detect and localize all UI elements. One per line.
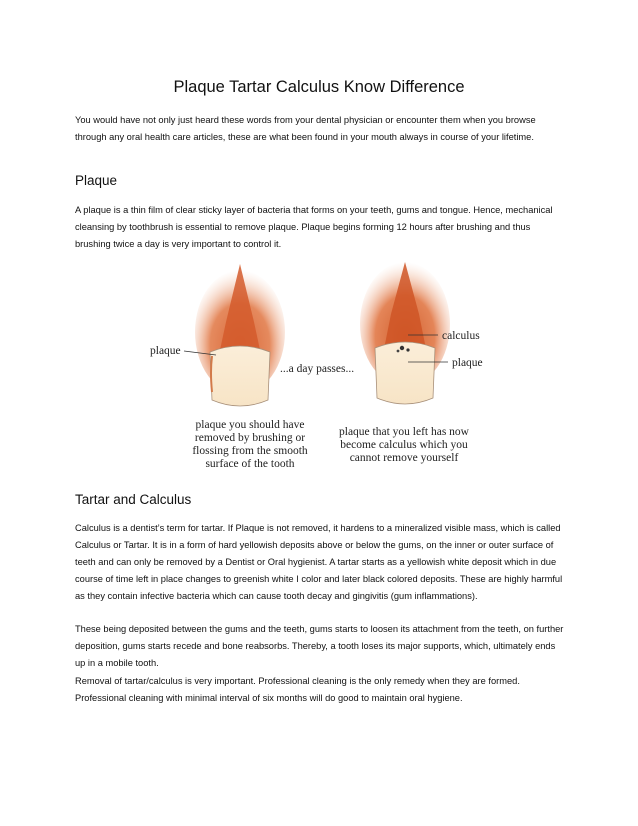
right-caption-line: cannot remove yourself: [349, 452, 459, 464]
right-caption-line: become calculus which you: [340, 439, 468, 451]
tooth-diagram: [140, 262, 500, 474]
tartar-paragraph-2: These being deposited between the gums and the teeth, gums starts to loosen its attachment from the teeth, on further deposition, gums starts recede and bone reabsorbs. Thereby, a tooth loses its major supports, which, ultimately ends up in a mobile tooth.: [75, 624, 564, 668]
plaque-paragraph: A plaque is a thin film of clear sticky layer of bacteria that forms on your teeth, gums and tongue. Hence, mechanical cleansing by toothbrush is essential to remove plaque. Plaque begins forming 12 hours after brushing and thus brushing twice a day is very important to control it.: [75, 205, 553, 249]
left-crown: [210, 346, 270, 406]
calculus-label: calculus: [442, 330, 480, 342]
tartar-paragraph-3: Removal of tartar/calculus is very important. Professional cleaning is the only remedy when they are formed. Professional cleaning with minimal interval of six months will do good to maintain oral hygiene.: [75, 676, 520, 703]
left-plaque-label: plaque: [150, 345, 181, 357]
left-tooth: [195, 264, 285, 406]
tartar-paragraph-1: Calculus is a dentist’s term for tartar. If Plaque is not removed, it hardens to a mineralized visible mass, which is called Calculus or Tartar. It is in a form of hard yellowish deposits above or below the gums, on the inner or outer surface of teeth and can only be removed by a Dentist or Oral hygienist. A tartar starts as a yellowish white deposit which in due course of time left in place changes to greenish white I color and later black colored deposits. These are highly harmful as they contain infective bacteria which can cause tooth decay and gingivitis (gum inflammations).: [75, 523, 563, 601]
left-caption-line: removed by brushing or: [194, 432, 306, 444]
tooth-plaque-illustration: [140, 262, 500, 474]
right-tooth: [360, 262, 450, 404]
left-caption-line: plaque you should have: [195, 419, 305, 431]
calculus-deposit: [397, 350, 400, 353]
left-plaque-film: [211, 356, 212, 392]
left-caption-line: flossing from the smooth: [192, 445, 308, 457]
day-passes-label: ...a day passes...: [280, 363, 355, 375]
right-crown: [375, 342, 435, 404]
intro-paragraph: You would have not only just heard these words from your dental physician or encounter them when you browse through any oral health care articles, these are what been found in your mouth always in course of your lifetime.: [75, 115, 536, 142]
right-plaque-label: plaque: [452, 357, 483, 369]
calculus-deposit: [400, 346, 404, 350]
left-caption-line: surface of the tooth: [205, 458, 295, 470]
calculus-deposit: [406, 348, 409, 351]
right-caption-line: plaque that you left has now: [339, 426, 469, 438]
document-title: Plaque Tartar Calculus Know Difference: [173, 78, 465, 96]
section-heading-plaque: Plaque: [75, 173, 118, 188]
section-heading-tartar: Tartar and Calculus: [75, 492, 192, 507]
